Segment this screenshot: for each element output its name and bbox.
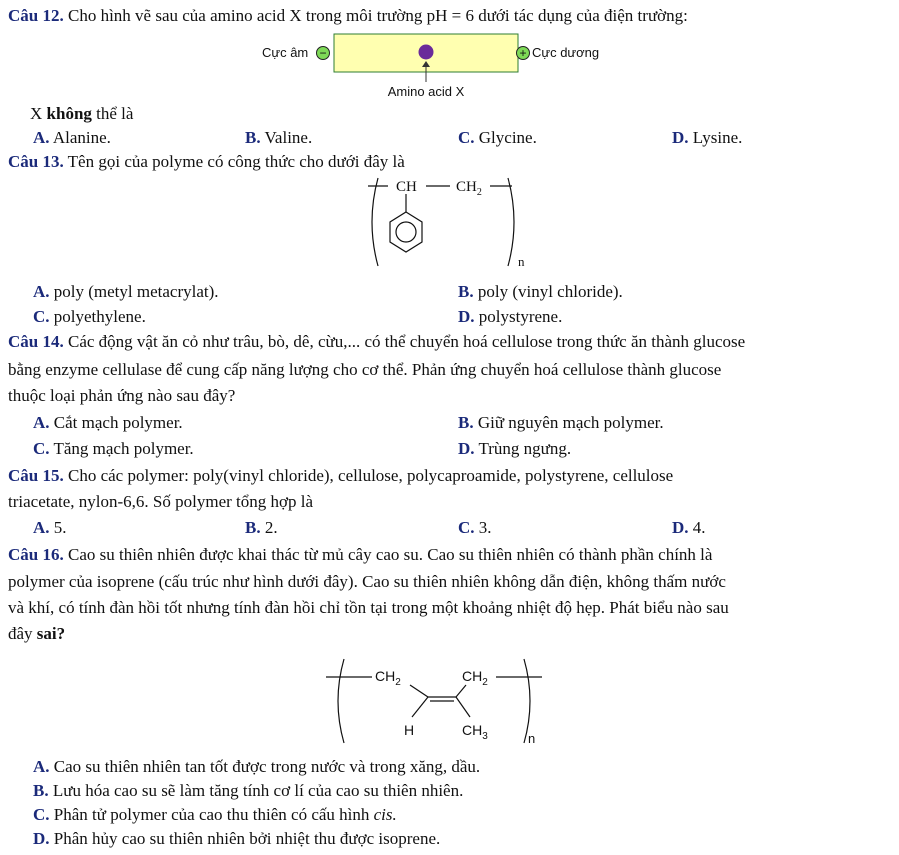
q16-stem-line3: và khí, có tính đàn hồi tốt nhưng tính đàn hồi chỉ tồn tại trong một khoảng nhiệt độ hẹp. Phát biểu nào sau [8,598,729,617]
option-text: 2. [260,518,278,537]
option-text: Lysine. [688,128,743,147]
ch2-left [375,668,401,688]
bond-c2-ch2 [456,685,466,697]
option-letter: A. [33,282,50,301]
option-letter: A. [33,413,50,432]
bond-ch2-c1 [410,685,428,697]
isoprene-formula [320,655,560,747]
q15-option-a[interactable] [33,518,67,538]
ch2-group [456,179,482,198]
option-letter: D. [33,829,50,848]
q13-option-c[interactable] [33,307,146,327]
q13-stem [8,152,405,172]
q13-option-a[interactable] [33,282,219,302]
q12-prompt-a: X [30,104,47,123]
q13-text: Tên gọi của polyme có công thức cho dưới đây là [63,152,405,171]
option-letter: B. [245,518,261,537]
q15-stem-line2: triacetate, nylon-6,6. Số polymer tổng hợp là [8,492,314,511]
ch2-left-main: CH [375,668,396,684]
anode-label: Cực dương [532,45,600,60]
q14-stem-line1 [8,332,745,352]
option-text: Phân hủy cao su thiên nhiên bởi nhiệt thu được isoprene. [49,829,441,848]
q16-option-d[interactable] [33,829,440,849]
q16-option-b[interactable] [33,781,463,801]
electrophoresis-diagram [250,32,630,102]
option-letter: B. [458,413,474,432]
option-letter: A. [33,128,50,147]
ch3-main: CH [462,722,483,738]
q14-option-b[interactable] [458,413,664,433]
anode-sign: + [519,46,527,60]
ch2-right-sub: 2 [482,677,488,688]
bracket-left [372,178,378,266]
q15-option-c[interactable] [458,518,492,538]
q12-number: Câu 12. [8,6,64,25]
q15-option-d[interactable] [672,518,706,538]
option-letter: D. [672,128,689,147]
q16-sai-bold: sai? [36,624,66,643]
repeat-n: n [528,731,536,746]
option-text: Trùng ngưng. [474,439,572,458]
cathode-label: Cực âm [262,45,309,60]
ch3-group [462,722,488,742]
polystyrene-formula [360,172,540,272]
h-atom: H [404,722,415,738]
bond-c1-h [412,697,428,717]
option-letter: A. [33,757,50,776]
ch-group: CH [396,179,417,195]
q13-option-b[interactable] [458,282,623,302]
ch2-right-main: CH [462,668,483,684]
cathode-sign: − [319,46,327,60]
q16-text-4: đây [8,624,37,643]
option-letter: C. [458,518,475,537]
option-letter: D. [458,439,475,458]
option-letter: C. [458,128,475,147]
option-letter: C. [33,307,50,326]
bond-c2-ch3 [456,697,470,717]
q14-text-1: Các động vật ăn cỏ như trâu, bò, dê, cừu,... có thể chuyển hoá cellulose trong thức ăn thành glucose [63,332,746,351]
ch2-sub: 2 [476,187,482,198]
q15-option-b[interactable] [245,518,278,538]
q14-option-a[interactable] [33,413,183,433]
q14-option-d[interactable] [458,439,571,459]
amino-acid-dot [419,45,434,60]
q12-option-c[interactable] [458,128,537,148]
ch2-left-sub: 2 [395,677,401,688]
ch2-main: CH [456,179,477,195]
option-letter: C. [33,439,50,458]
option-text: Lưu hóa cao su sẽ làm tăng tính cơ lí của cao su thiên nhiên. [48,781,464,800]
amino-acid-label: Amino acid X [387,84,465,99]
option-text: Giữ nguyên mạch polymer. [473,413,664,432]
q16-stem-line1 [8,545,712,565]
option-text: 5. [49,518,67,537]
ch3-sub: 3 [482,731,488,742]
option-text: Tăng mạch polymer. [49,439,194,458]
q13-option-d[interactable] [458,307,562,327]
option-italic: cis. [373,805,397,824]
option-text: poly (vinyl chloride). [473,282,623,301]
benzene-inner-circle [396,222,416,242]
option-letter: D. [672,518,689,537]
option-text: poly (metyl metacrylat). [49,282,219,301]
option-letter: B. [245,128,261,147]
q13-number: Câu 13. [8,152,64,171]
benzene-ring [390,212,422,252]
q12-option-a[interactable] [33,128,111,148]
q14-stem-line3: thuộc loại phản ứng nào sau đây? [8,386,236,405]
q14-option-c[interactable] [33,439,194,459]
option-letter: A. [33,518,50,537]
option-text: Cắt mạch polymer. [49,413,183,432]
q15-text-1: Cho các polymer: poly(vinyl chloride), cellulose, polycaproamide, polystyrene, cellulose [63,466,674,485]
q16-stem-line4 [8,624,65,644]
option-text: polystyrene. [474,307,563,326]
q16-text-1: Cao su thiên nhiên được khai thác từ mủ cây cao su. Cao su thiên nhiên có thành phần chính là [63,545,713,564]
option-text: Valine. [260,128,313,147]
q12-prompt [30,104,133,124]
option-letter: B. [458,282,474,301]
option-letter: D. [458,307,475,326]
option-text: Phân tử polymer của cao thu thiên có cấu hình [49,805,374,824]
q15-number: Câu 15. [8,466,64,485]
q12-option-d[interactable] [672,128,742,148]
q12-option-b[interactable] [245,128,312,148]
bracket-right [508,178,514,266]
q16-stem-line2: polymer của isoprene (cấu trúc như hình dưới đây). Cao su thiên nhiên không dẫn điện, không thấm nước [8,572,726,591]
option-text: 3. [474,518,492,537]
bracket-left [338,659,344,743]
option-text: 4. [688,518,706,537]
repeat-n: n [518,254,525,269]
q14-number: Câu 14. [8,332,64,351]
option-text: Glycine. [474,128,537,147]
option-text: Cao su thiên nhiên tan tốt được trong nước và trong xăng, dầu. [49,757,481,776]
q12-text: Cho hình vẽ sau của amino acid X trong môi trường pH = 6 dưới tác dụng của điện trường: [63,6,688,25]
option-text: polyethylene. [49,307,146,326]
option-text: Alanine. [49,128,111,147]
q12-stem [8,6,688,26]
option-letter: B. [33,781,49,800]
q12-prompt-c: thể là [91,104,134,123]
q15-stem-line1 [8,466,673,486]
option-letter: C. [33,805,50,824]
q12-prompt-bold: không [46,104,92,123]
q14-stem-line2: bằng enzyme cellulase để cung cấp năng lượng cho cơ thể. Phản ứng chuyển hoá cellulose thành glucose [8,360,722,379]
q16-option-c[interactable] [33,805,397,825]
q16-option-a[interactable] [33,757,480,777]
q16-number: Câu 16. [8,545,64,564]
